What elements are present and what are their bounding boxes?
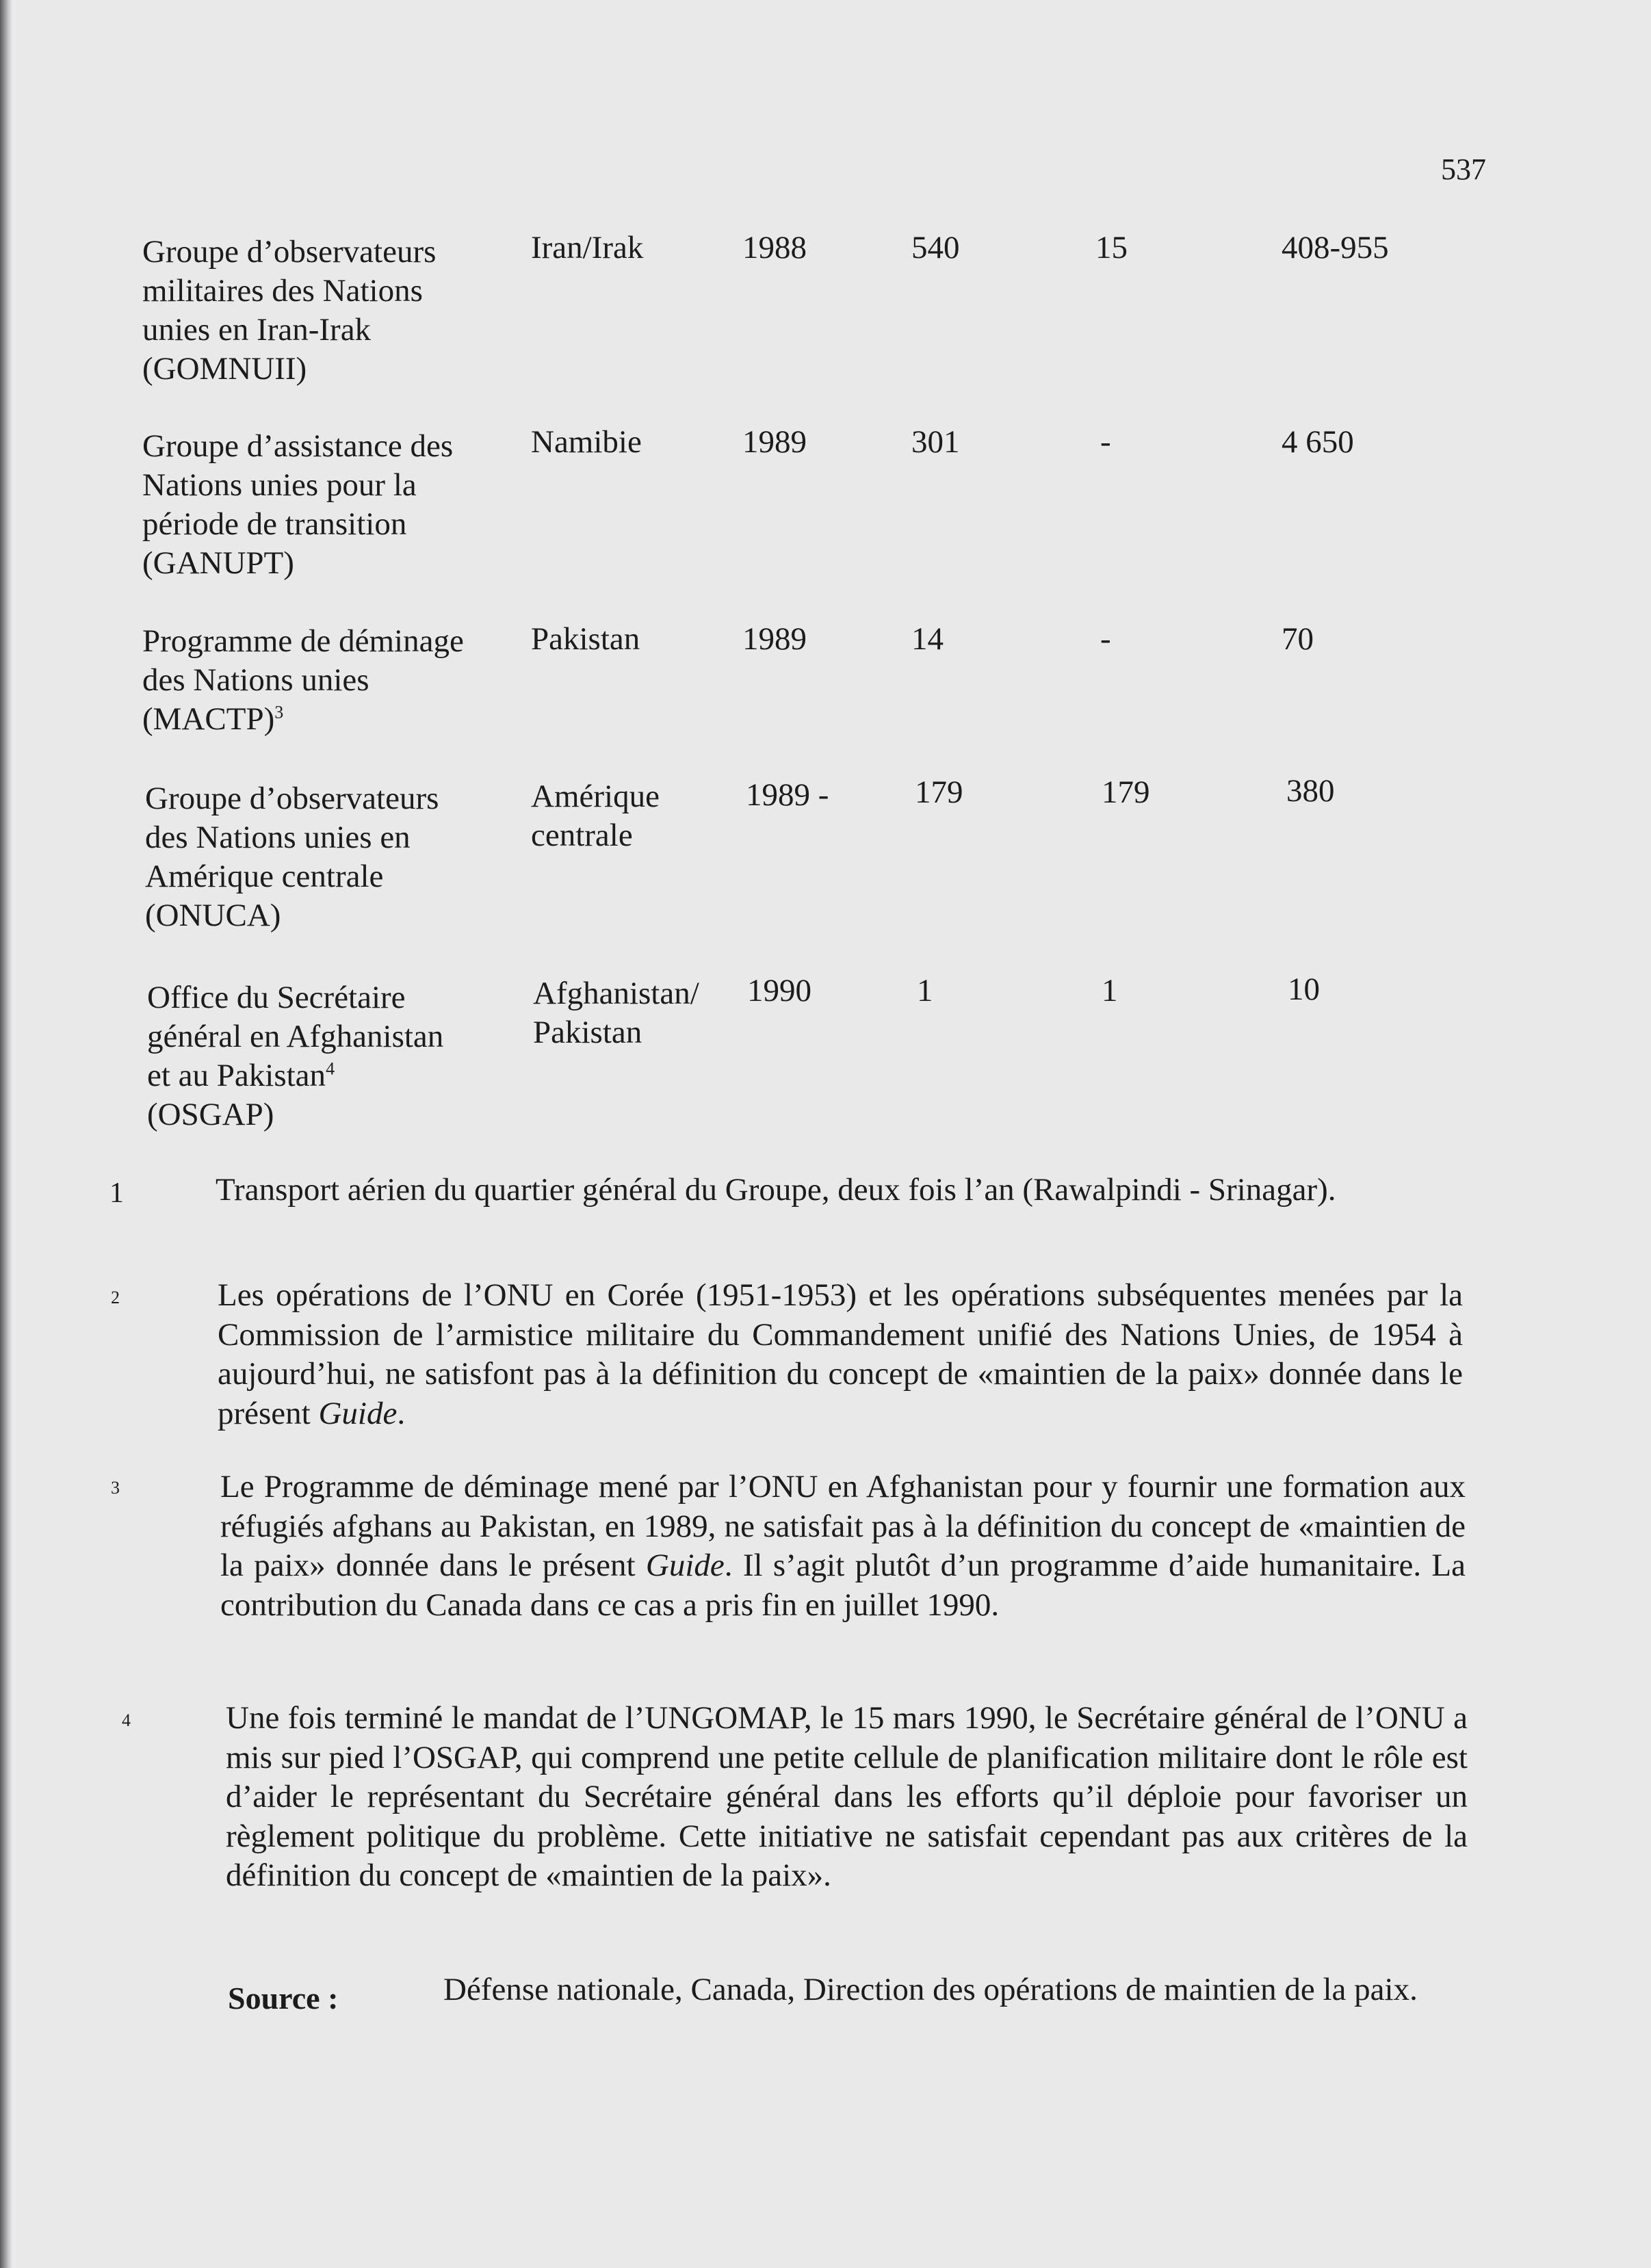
footnote-text: Transport aérien du quartier général du Groupe, deux fois l’an (Rawalpindi - Srinagar). bbox=[216, 1172, 1336, 1208]
mission-col6: 4 650 bbox=[1282, 424, 1354, 460]
mission-year: 1989 - bbox=[746, 777, 829, 813]
mission-col5: 179 bbox=[1102, 774, 1150, 810]
mission-col4: 301 bbox=[911, 424, 960, 460]
footnote-ref: 4 bbox=[326, 1058, 335, 1079]
footnote-ref: 3 bbox=[274, 702, 284, 722]
mission-year: 1988 bbox=[742, 230, 807, 265]
mission-country: Iran/Irak bbox=[531, 230, 644, 265]
page-edge-shadow bbox=[0, 0, 12, 2268]
footnote-number: 3 bbox=[111, 1478, 120, 1498]
footnote-text: Les opérations de l’ONU en Corée (1951-1953) et les opérations subséquentes menées par la Commission de l’armistice militaire du Commandement unifié des Nations Unies, de 1954 à aujourd’hui, ne satisfont pas à la définition du concept de «maintien de la paix» donnée dans le présent Guide. bbox=[218, 1277, 1463, 1431]
mission-name: Groupe d’observateurs des Nations unies en Amérique centrale (ONUCA) bbox=[145, 781, 439, 933]
footnote-number: 2 bbox=[111, 1288, 120, 1307]
footnote-number: 4 bbox=[122, 1710, 131, 1730]
footnote-number: 1 bbox=[109, 1177, 124, 1209]
mission-name: Groupe d’assistance des Nations unies pour la période de transition (GANUPT) bbox=[142, 428, 454, 581]
mission-col5: 1 bbox=[1102, 973, 1118, 1008]
page-number: 537 bbox=[1441, 153, 1486, 186]
mission-col4: 179 bbox=[915, 774, 963, 810]
source-text: Défense nationale, Canada, Direction des opérations de maintien de la paix. bbox=[443, 1972, 1418, 2007]
mission-col4: 14 bbox=[911, 621, 944, 657]
mission-country: Afghanistan/ Pakistan bbox=[533, 976, 699, 1050]
mission-year: 1990 bbox=[747, 973, 811, 1008]
mission-country: Amérique centrale bbox=[531, 779, 660, 853]
mission-year: 1989 bbox=[742, 621, 807, 657]
mission-col6: 10 bbox=[1288, 972, 1320, 1007]
source-label: Source : bbox=[228, 1981, 339, 2016]
footnote-text: Le Programme de déminage mené par l’ONU en Afghanistan pour y fournir une formation aux réfugiés afghans au Pakistan, en 1989, ne satisfait pas à la définition du concept de «maintien de la paix» donnée dans le présent Guide. Il s’agit plutôt d’un programme d’aide humanitaire. La contribution du Canada dans ce cas a pris fin en juillet 1990. bbox=[220, 1469, 1466, 1623]
mission-col5: 15 bbox=[1095, 230, 1128, 265]
mission-country: Namibie bbox=[531, 424, 642, 460]
mission-col4: 1 bbox=[917, 973, 933, 1008]
mission-name: Programme de déminage des Nations unies (MACTP)$^3$ bbox=[142, 623, 464, 737]
mission-col6: 70 bbox=[1282, 621, 1314, 657]
mission-name: Office du Secrétaire général en Afghanistan et au Pakistan$^4$ (OSGAP) bbox=[147, 980, 444, 1132]
mission-col5: - bbox=[1100, 621, 1111, 657]
mission-col6: 408-955 bbox=[1282, 230, 1389, 265]
mission-country: Pakistan bbox=[531, 621, 640, 657]
mission-col6: 380 bbox=[1286, 773, 1335, 809]
mission-year: 1989 bbox=[742, 424, 807, 460]
mission-col5: - bbox=[1100, 424, 1111, 460]
footnote-text: Une fois terminé le mandat de l’UNGOMAP, le 15 mars 1990, le Secrétaire général de l’ONU a mis sur pied l’OSGAP, qui comprend une petite cellule de planification militaire dont le rôle est d’aider le représentant du Secrétaire général dans les efforts qu’il déploie pour favoriser un règlement politique du problème. Cette initiative ne satisfait cependant pas aux critères de la définition du concept de «maintien de la paix». bbox=[226, 1700, 1468, 1893]
mission-col4: 540 bbox=[911, 230, 960, 265]
mission-name: Groupe d’observateurs militaires des Nations unies en Iran-Irak (GOMNUII) bbox=[142, 234, 437, 387]
